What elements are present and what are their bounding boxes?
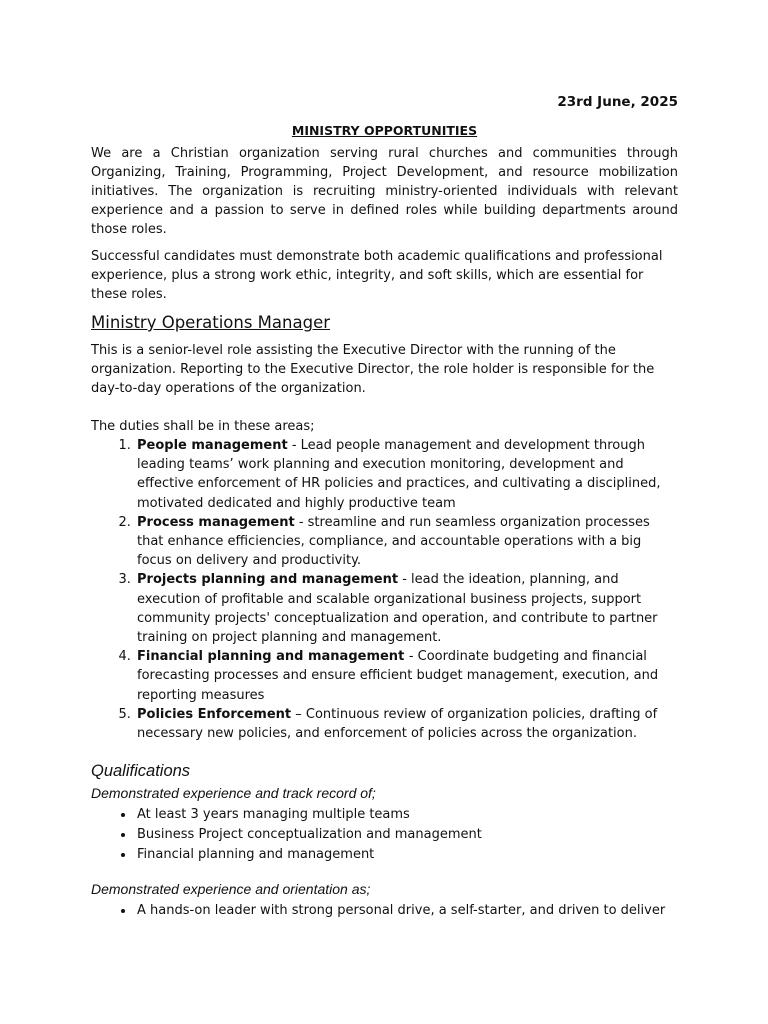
duty-text: - lead the ideation, planning, and execution of profitable and scalable organizational business projects, support community projects' conceptualization and operation, and contribute to partner training on project planning and management. — [137, 572, 658, 646]
role-description: This is a senior-level role assisting the Executive Director with the running of the organization. Reporting to the Executive Director, the role holder is responsible for the day-to-day operations of the organization. — [91, 343, 655, 396]
document-title: MINISTRY OPPORTUNITIES — [291, 123, 478, 138]
document-date: 23rd June, 2025 — [557, 94, 678, 110]
duty-title: Projects planning and management — [137, 572, 399, 588]
duty-title: Policies Enforcement — [137, 706, 292, 722]
duty-item — [135, 436, 678, 513]
duty-title: People management — [137, 438, 288, 453]
duty-text: - streamline and run seamless organization processes that enhance efficiencies, compliance, and accountable operations with a big focus on delivery and productivity. — [137, 514, 650, 569]
duty-item — [135, 513, 678, 571]
duty-text: - Coordinate budgeting and financial forecasting processes and ensure efficient budget management, execution, and reporting measures — [137, 649, 659, 703]
document-page — [91, 92, 678, 921]
qualifications-heading: Qualifications — [91, 762, 191, 781]
list-item: • At least 3 years managing multiple teams — [135, 805, 678, 825]
duty-item — [135, 570, 678, 647]
intro-paragraph-1: We are a Christian organization serving rural churches and communities through Organizing, Training, Programming, Project Development, and resource mobilization initiatives. The organization is recruiting ministry-oriented individuals with relevant experience and a passion to serve in defined roles while building departments around those roles. — [91, 146, 678, 237]
list-item: • Financial planning and management — [135, 845, 678, 865]
duty-text: - Lead people management and development through leading teams’ work planning and execution monitoring, development and effective enforcement of HR policies and practices, and cultivating a disciplined, motivated dedicated and highly productive team — [137, 438, 661, 511]
duty-item — [135, 705, 678, 743]
experience-label: Demonstrated experience and track record of; — [91, 785, 376, 802]
list-item: • A hands-on leader with strong personal drive, a self-starter, and driven to deliver — [135, 901, 678, 921]
list-item: • Business Project conceptualization and management — [135, 825, 678, 845]
duty-title: Financial planning and management — [137, 649, 409, 665]
intro-paragraph-2: Successful candidates must demonstrate both academic qualifications and professional experience, plus a strong work ethic, integrity, and soft skills, which are essential for these roles. — [91, 249, 663, 302]
duty-item — [135, 647, 678, 705]
duties-intro: The duties shall be in these areas; — [91, 419, 315, 434]
duty-title: Process management — [137, 514, 295, 530]
role-title: Ministry Operations Manager — [91, 313, 331, 332]
orientation-list — [91, 901, 678, 921]
duty-text: – Continuous review of organization policies, drafting of necessary new policies, and enforcement of policies across the organization. — [137, 706, 658, 742]
experience-list — [91, 805, 678, 865]
duties-list — [91, 436, 678, 743]
orientation-label: Demonstrated experience and orientation as; — [91, 881, 371, 898]
